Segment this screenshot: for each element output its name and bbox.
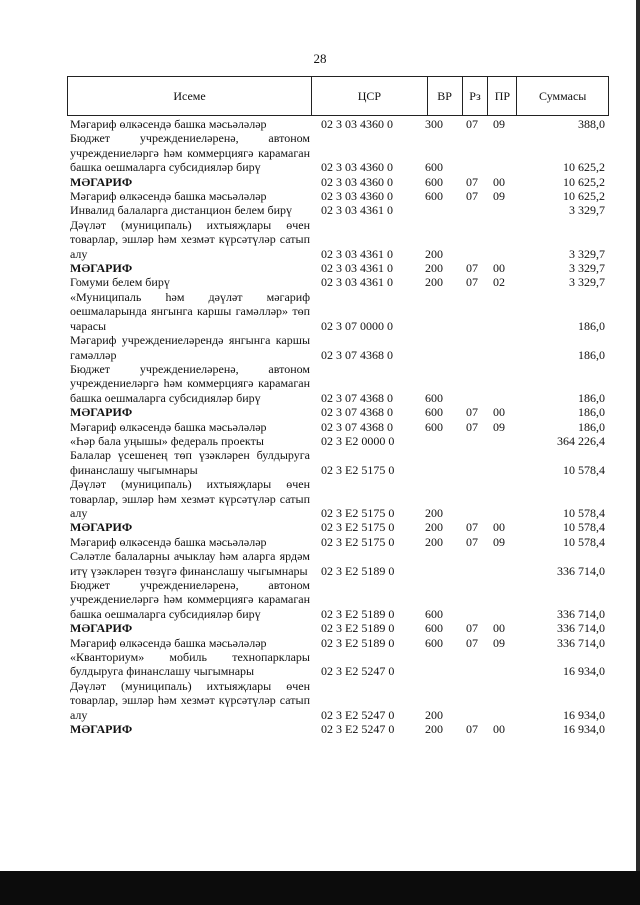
row-sum: 336 714,0 bbox=[557, 606, 605, 621]
row-csr: 02 3 03 4361 0 bbox=[321, 246, 393, 261]
row-vr: 200 bbox=[425, 275, 443, 290]
row-name: Дәүләт (муниципаль) ихтыяҗлары өчен товарлар, эшләр һәм хезмәт күрсәтүләр сатып алу bbox=[70, 217, 310, 261]
row-name: МӘГАРИФ bbox=[70, 261, 133, 276]
row-sum: 3 329,7 bbox=[569, 261, 605, 276]
row-sum: 3 329,7 bbox=[569, 203, 605, 218]
table-row bbox=[70, 405, 605, 419]
row-name: Бюджет учреждениеләренә, автоном учреждениеләргә һәм коммерциягә карамаган башка оешмаларга субсидияләр бирү bbox=[70, 131, 310, 175]
table-row bbox=[70, 621, 605, 635]
row-sum: 10 625,2 bbox=[563, 189, 605, 204]
row-csr: 02 3 03 4360 0 bbox=[321, 160, 393, 175]
row-name: Мәгариф өлкәсендә башка мәсьәләләр bbox=[70, 189, 267, 204]
row-name: «Кванториум» мобиль технопарклары булдыруга финанслашу чыгымнары bbox=[70, 650, 310, 679]
row-sum: 186,0 bbox=[578, 390, 605, 405]
table-row bbox=[70, 578, 605, 621]
row-csr: 02 3 E2 5175 0 bbox=[321, 505, 395, 520]
row-rz: 07 bbox=[466, 621, 478, 636]
row-name: Балалар үсешенең төп үзәкләрен булдыруга финанслашу чыгымнары bbox=[70, 448, 310, 477]
table-row bbox=[70, 434, 605, 448]
row-rz: 07 bbox=[466, 635, 478, 650]
row-sum: 336 714,0 bbox=[557, 621, 605, 636]
row-name: Дәүләт (муниципаль) ихтыяҗлары өчен товарлар, эшләр һәм хезмәт күрсәтүләр сатып алу bbox=[70, 678, 310, 722]
row-vr: 200 bbox=[425, 505, 443, 520]
row-csr: 02 3 E2 5189 0 bbox=[321, 563, 395, 578]
row-pr: 09 bbox=[493, 419, 505, 434]
row-csr: 02 3 E2 5189 0 bbox=[321, 621, 395, 636]
row-sum: 10 578,4 bbox=[563, 505, 605, 520]
row-name: Гомуми белем бирү bbox=[70, 275, 170, 290]
table-row bbox=[70, 131, 605, 174]
row-vr: 600 bbox=[425, 189, 443, 204]
row-vr: 600 bbox=[425, 635, 443, 650]
row-sum: 186,0 bbox=[578, 405, 605, 420]
row-pr: 09 bbox=[493, 635, 505, 650]
row-rz: 07 bbox=[466, 275, 478, 290]
table-row bbox=[70, 679, 605, 722]
row-pr: 00 bbox=[493, 520, 505, 535]
row-sum: 364 226,4 bbox=[557, 433, 605, 448]
row-name: Мәгариф өлкәсендә башка мәсьәләләр bbox=[70, 635, 267, 650]
row-vr: 200 bbox=[425, 722, 443, 737]
row-csr: 02 3 E2 5189 0 bbox=[321, 635, 395, 650]
row-name: Мәгариф өлкәсендә башка мәсьәләләр bbox=[70, 534, 267, 549]
row-vr: 600 bbox=[425, 405, 443, 420]
row-pr: 02 bbox=[493, 275, 505, 290]
row-name: Дәүләт (муниципаль) ихтыяҗлары өчен товарлар, эшләр һәм хезмәт күрсәтүләр сатып алу bbox=[70, 477, 310, 520]
row-name: Бюджет учреждениеләренә, автоном учреждениеләргә һәм коммерциягә карамаган башка оешмаларга субсидияләр бирү bbox=[70, 361, 310, 405]
row-name: Сәләтле балаларны ачыклау һәм аларга ярдәм итү үзәкләрен төзүгә финанслашу чыгымнары bbox=[70, 549, 310, 578]
row-csr: 02 3 07 0000 0 bbox=[321, 318, 393, 333]
table-row bbox=[70, 275, 605, 289]
row-pr: 09 bbox=[493, 189, 505, 204]
row-csr: 02 3 E2 0000 0 bbox=[321, 433, 395, 448]
row-csr: 02 3 E2 5247 0 bbox=[321, 722, 395, 737]
row-vr: 600 bbox=[425, 419, 443, 434]
table-row bbox=[70, 117, 605, 131]
row-rz: 07 bbox=[466, 722, 478, 737]
row-name: Мәгариф өлкәсендә башка мәсьәләләр bbox=[70, 419, 267, 434]
column-header-pr: ПР bbox=[488, 77, 517, 115]
row-name: МӘГАРИФ bbox=[70, 722, 133, 737]
row-rz: 07 bbox=[466, 405, 478, 420]
row-rz: 07 bbox=[466, 117, 478, 131]
row-csr: 02 3 03 4360 0 bbox=[321, 174, 393, 189]
row-csr: 02 3 03 4361 0 bbox=[321, 261, 393, 276]
row-name: «Һәр бала уңышы» федераль проекты bbox=[70, 433, 264, 448]
row-rz: 07 bbox=[466, 174, 478, 189]
row-rz: 07 bbox=[466, 189, 478, 204]
row-pr: 00 bbox=[493, 405, 505, 420]
table-header bbox=[67, 76, 609, 116]
table-row bbox=[70, 175, 605, 189]
row-name: Инвалид балаларга дистанцион белем бирү bbox=[70, 203, 293, 218]
scan-edge-bottom bbox=[0, 871, 640, 905]
row-name: «Муниципаль һәм дәүләт мәгариф оешмаларында янгынга каршы гамәлләр» төп чарасы bbox=[70, 289, 310, 333]
row-csr: 02 3 E2 5247 0 bbox=[321, 664, 395, 679]
row-vr: 200 bbox=[425, 520, 443, 535]
table-row bbox=[70, 420, 605, 434]
column-header-name: Исеме bbox=[68, 77, 312, 115]
row-pr: 00 bbox=[493, 621, 505, 636]
row-sum: 10 578,4 bbox=[563, 534, 605, 549]
row-vr: 200 bbox=[425, 261, 443, 276]
column-header-csr: ЦСР bbox=[312, 77, 428, 115]
row-sum: 16 934,0 bbox=[563, 722, 605, 737]
row-sum: 10 578,4 bbox=[563, 520, 605, 535]
row-vr: 600 bbox=[425, 160, 443, 175]
row-csr: 02 3 E2 5175 0 bbox=[321, 534, 395, 549]
row-pr: 09 bbox=[493, 117, 505, 131]
row-sum: 336 714,0 bbox=[557, 635, 605, 650]
table-row bbox=[70, 520, 605, 534]
row-sum: 186,0 bbox=[578, 347, 605, 362]
row-name: Мәгариф өлкәсендә башка мәсьәләләр bbox=[70, 117, 267, 131]
row-sum: 10 625,2 bbox=[563, 174, 605, 189]
row-pr: 00 bbox=[493, 722, 505, 737]
row-name: МӘГАРИФ bbox=[70, 520, 133, 535]
table-row bbox=[70, 189, 605, 203]
table-row bbox=[70, 218, 605, 261]
row-name: Бюджет учреждениеләренә, автоном учреждениеләргә һәм коммерциягә карамаган башка оешмаларга субсидияләр бирү bbox=[70, 578, 310, 621]
row-vr: 600 bbox=[425, 621, 443, 636]
row-pr: 00 bbox=[493, 174, 505, 189]
table-body bbox=[70, 117, 605, 736]
row-csr: 02 3 07 4368 0 bbox=[321, 347, 393, 362]
row-vr: 600 bbox=[425, 174, 443, 189]
row-csr: 02 3 E2 5189 0 bbox=[321, 606, 395, 621]
table-row bbox=[70, 203, 605, 217]
row-vr: 200 bbox=[425, 246, 443, 261]
row-rz: 07 bbox=[466, 419, 478, 434]
table-row bbox=[70, 290, 605, 333]
row-csr: 02 3 03 4361 0 bbox=[321, 203, 393, 218]
table-row bbox=[70, 636, 605, 650]
row-sum: 186,0 bbox=[578, 419, 605, 434]
row-rz: 07 bbox=[466, 520, 478, 535]
row-csr: 02 3 07 4368 0 bbox=[321, 405, 393, 420]
table-row bbox=[70, 535, 605, 549]
row-sum: 10 625,2 bbox=[563, 160, 605, 175]
table-row bbox=[70, 362, 605, 405]
row-name: Мәгариф учреждениеләрендә янгынга каршы гамәлләр bbox=[70, 333, 310, 362]
table-row bbox=[70, 722, 605, 736]
column-header-sum: Суммасы bbox=[538, 88, 587, 103]
table-row bbox=[70, 261, 605, 275]
row-sum: 186,0 bbox=[578, 318, 605, 333]
row-vr: 600 bbox=[425, 390, 443, 405]
row-csr: 02 3 03 4360 0 bbox=[321, 189, 393, 204]
row-sum: 3 329,7 bbox=[569, 275, 605, 290]
row-sum: 3 329,7 bbox=[569, 246, 605, 261]
row-pr: 09 bbox=[493, 534, 505, 549]
row-csr: 02 3 03 4360 0 bbox=[321, 117, 393, 131]
table-row bbox=[70, 448, 605, 477]
row-vr: 200 bbox=[425, 707, 443, 722]
page-number: 28 bbox=[313, 51, 327, 66]
row-csr: 02 3 07 4368 0 bbox=[321, 390, 393, 405]
row-csr: 02 3 E2 5175 0 bbox=[321, 462, 395, 477]
scan-edge-right bbox=[636, 0, 640, 905]
row-vr: 600 bbox=[425, 606, 443, 621]
row-vr: 200 bbox=[425, 534, 443, 549]
row-csr: 02 3 E2 5175 0 bbox=[321, 520, 395, 535]
row-name: МӘГАРИФ bbox=[70, 405, 133, 420]
row-rz: 07 bbox=[466, 261, 478, 276]
row-sum: 388,0 bbox=[578, 117, 605, 131]
row-sum: 16 934,0 bbox=[563, 664, 605, 679]
table-row bbox=[70, 477, 605, 520]
row-name: МӘГАРИФ bbox=[70, 174, 133, 189]
row-sum: 10 578,4 bbox=[563, 462, 605, 477]
row-csr: 02 3 07 4368 0 bbox=[321, 419, 393, 434]
row-sum: 16 934,0 bbox=[563, 707, 605, 722]
column-header-rz: Рз bbox=[463, 77, 489, 115]
row-csr: 02 3 03 4361 0 bbox=[321, 275, 393, 290]
table-row bbox=[70, 549, 605, 578]
column-header-vr: ВР bbox=[428, 77, 463, 115]
row-pr: 00 bbox=[493, 261, 505, 276]
row-sum: 336 714,0 bbox=[557, 563, 605, 578]
row-vr: 300 bbox=[425, 117, 443, 131]
table-row bbox=[70, 650, 605, 679]
row-rz: 07 bbox=[466, 534, 478, 549]
table-row bbox=[70, 333, 605, 362]
row-csr: 02 3 E2 5247 0 bbox=[321, 707, 395, 722]
row-name: МӘГАРИФ bbox=[70, 621, 133, 636]
